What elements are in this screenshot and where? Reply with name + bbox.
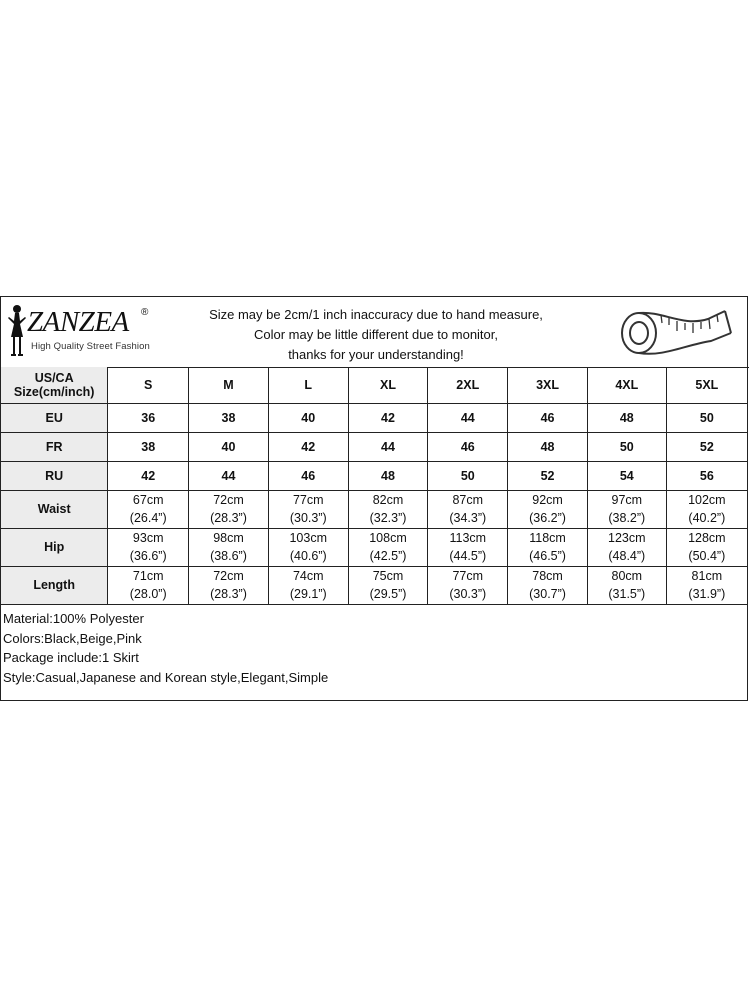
cm-value: 87cm [452, 493, 484, 507]
table-cell [348, 528, 428, 566]
row-label: RU [1, 461, 108, 490]
measurement-notice [171, 305, 581, 365]
table-row [1, 461, 747, 490]
table-cell [189, 566, 269, 604]
cm-value: 75cm [372, 569, 404, 583]
table-row [1, 528, 747, 566]
cm-value: 77cm [292, 493, 324, 507]
table-row [1, 566, 747, 604]
table-cell: 40 [268, 403, 348, 432]
cm-value: 123cm [608, 531, 646, 545]
inch-value: (26.4”) [129, 511, 167, 525]
table-row [1, 490, 747, 528]
cm-value: 80cm [611, 569, 643, 583]
brand-logo [5, 303, 155, 361]
table-row [1, 432, 747, 461]
inch-value: (40.2”) [688, 511, 726, 525]
size-cell: 3XL [508, 367, 588, 403]
table-cell: 48 [587, 403, 666, 432]
size-cell: 2XL [428, 367, 508, 403]
inch-value: (38.2”) [608, 511, 646, 525]
table-cell [508, 528, 588, 566]
cm-value: 128cm [688, 531, 726, 545]
detail-style: Style:Casual,Japanese and Korean style,Elegant,Simple [3, 669, 329, 685]
size-cell: 5XL [666, 367, 747, 403]
size-header-label: US/CA Size(cm/inch) [1, 367, 108, 403]
cm-value: 81cm [691, 569, 723, 583]
table-cell: 40 [189, 432, 269, 461]
detail-package: Package include:1 Skirt [3, 650, 139, 665]
inch-value: (31.9”) [688, 587, 726, 601]
notice-line: thanks for your understanding! [288, 347, 464, 362]
measuring-tape-icon [613, 305, 743, 363]
cm-value: 82cm [372, 493, 404, 507]
inch-value: (46.5”) [529, 549, 566, 563]
table-cell: 44 [348, 432, 428, 461]
table-cell [428, 528, 508, 566]
inch-value: (30.3”) [449, 587, 487, 601]
table-cell: 44 [189, 461, 269, 490]
cm-value: 108cm [369, 531, 407, 545]
table-cell: 42 [268, 432, 348, 461]
size-cell: M [189, 367, 269, 403]
inch-value: (48.4”) [608, 549, 646, 563]
table-cell: 36 [108, 403, 189, 432]
inch-value: (50.4”) [688, 549, 726, 563]
cm-value: 103cm [289, 531, 327, 545]
table-cell: 42 [348, 403, 428, 432]
table-cell: 44 [428, 403, 508, 432]
cm-value: 71cm [132, 569, 164, 583]
table-cell: 46 [428, 432, 508, 461]
table-cell: 46 [508, 403, 588, 432]
inch-value: (28.3”) [210, 587, 247, 601]
table-cell: 50 [666, 403, 747, 432]
size-chart [0, 296, 748, 701]
cm-value: 97cm [611, 493, 643, 507]
table-cell: 50 [428, 461, 508, 490]
table-cell [587, 528, 666, 566]
inch-value: (42.5”) [369, 549, 407, 563]
inch-value: (29.1”) [289, 587, 327, 601]
detail-colors: Colors:Black,Beige,Pink [3, 630, 142, 646]
table-cell [508, 490, 588, 528]
cm-value: 78cm [532, 569, 563, 583]
table-cell: 54 [587, 461, 666, 490]
inch-value: (29.5”) [369, 587, 407, 601]
inch-value: (40.6”) [289, 549, 327, 563]
table-cell [587, 566, 666, 604]
table-cell [428, 566, 508, 604]
table-cell: 50 [587, 432, 666, 461]
table-cell [508, 566, 588, 604]
notice-line: Color may be little different due to monitor, [254, 327, 498, 342]
inch-value: (28.0”) [129, 587, 167, 601]
table-cell [587, 490, 666, 528]
table-cell [348, 566, 428, 604]
table-cell [666, 490, 747, 528]
inch-value: (28.3”) [210, 511, 247, 525]
cm-value: 118cm [529, 531, 566, 545]
cm-value: 102cm [688, 493, 726, 507]
table-cell: 48 [508, 432, 588, 461]
row-label: FR [1, 432, 108, 461]
inch-value: (44.5”) [449, 549, 487, 563]
inch-value: (32.3”) [369, 511, 407, 525]
cm-value: 93cm [132, 531, 164, 545]
row-label: Length [1, 566, 108, 604]
table-cell: 56 [666, 461, 747, 490]
notice-line: Size may be 2cm/1 inch inaccuracy due to hand measure, [209, 307, 543, 322]
inch-value: (36.6”) [129, 549, 167, 563]
cm-value: 67cm [132, 493, 164, 507]
detail-material: Material:100% Polyester [3, 611, 144, 626]
table-cell [348, 490, 428, 528]
table-cell [268, 490, 348, 528]
cm-value: 72cm [213, 493, 244, 507]
registered-mark: ® [141, 307, 149, 318]
table-cell: 46 [268, 461, 348, 490]
table-cell [189, 528, 269, 566]
cm-value: 74cm [292, 569, 324, 583]
table-cell [108, 490, 189, 528]
size-cell: XL [348, 367, 428, 403]
row-label: Hip [1, 528, 108, 566]
row-label: Waist [1, 490, 108, 528]
size-cell: L [268, 367, 348, 403]
table-cell: 38 [108, 432, 189, 461]
product-details [3, 609, 328, 687]
inch-value: (30.3”) [289, 511, 327, 525]
table-cell: 52 [508, 461, 588, 490]
size-header-row [1, 367, 747, 403]
table-cell: 48 [348, 461, 428, 490]
table-cell [428, 490, 508, 528]
inch-value: (34.3”) [449, 511, 487, 525]
cm-value: 113cm [449, 531, 487, 545]
table-cell [268, 528, 348, 566]
row-label: EU [1, 403, 108, 432]
woman-silhouette-icon [5, 303, 29, 359]
size-table [1, 367, 747, 605]
inch-value: (30.7”) [529, 587, 566, 601]
size-cell: 4XL [587, 367, 666, 403]
table-cell [189, 490, 269, 528]
table-cell: 42 [108, 461, 189, 490]
table-cell: 52 [666, 432, 747, 461]
table-cell [108, 566, 189, 604]
cm-value: 92cm [532, 493, 563, 507]
table-row [1, 403, 747, 432]
table-cell [666, 566, 747, 604]
brand-tagline: High Quality Street Fashion [31, 341, 150, 352]
inch-value: (38.6”) [210, 549, 247, 563]
inch-value: (36.2”) [529, 511, 566, 525]
table-cell [108, 528, 189, 566]
table-cell: 38 [189, 403, 269, 432]
cm-value: 72cm [213, 569, 244, 583]
table-cell [268, 566, 348, 604]
cm-value: 98cm [213, 531, 244, 545]
chart-header [1, 297, 749, 368]
brand-name: ZANZEA [27, 306, 129, 338]
table-cell [666, 528, 747, 566]
size-cell: S [108, 367, 189, 403]
cm-value: 77cm [452, 569, 484, 583]
inch-value: (31.5”) [608, 587, 646, 601]
